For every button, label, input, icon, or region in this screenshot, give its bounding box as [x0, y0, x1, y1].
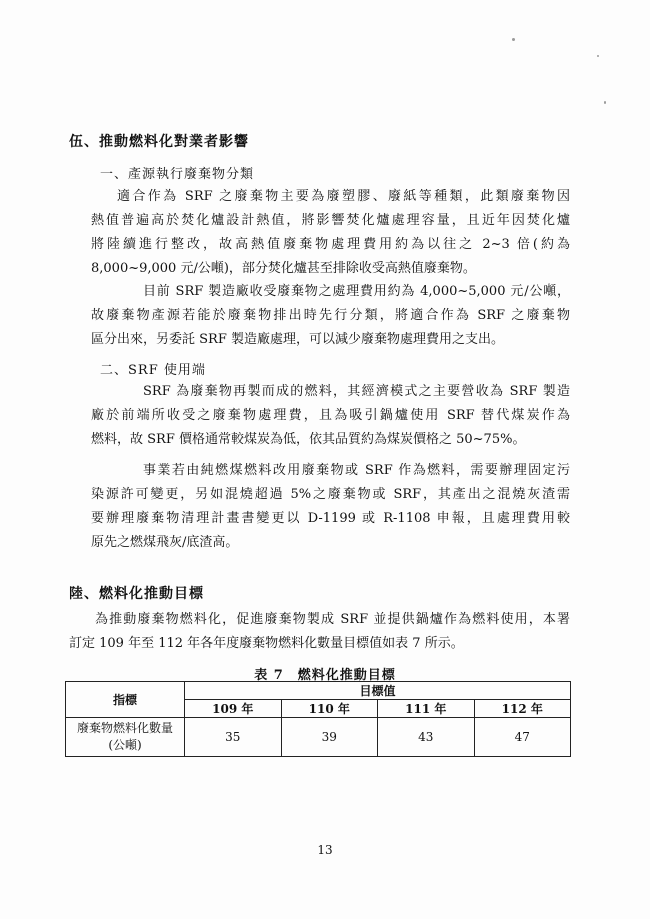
row-label	[66, 718, 185, 757]
header-year: 112 年	[474, 700, 571, 718]
paragraph-line: SRF 為廢棄物再製而成的燃料，其經濟模式之主要營收為 SRF 製造	[143, 384, 570, 399]
paragraph-line: 要辦理廢棄物清理計畫書變更以 D-1199 或 R-1108 申報，且處理費用較	[91, 511, 570, 526]
table-cell: 35	[185, 718, 282, 757]
header-indicator: 指標	[66, 682, 185, 718]
page-number: 13	[317, 843, 333, 857]
paragraph-line: 廠於前端所收受之廢棄物處理費，且為吸引鍋爐使用 SRF 替代煤炭作為	[91, 408, 570, 423]
table-cell: 43	[378, 718, 475, 757]
row-label-line: (公噸)	[108, 738, 142, 752]
section-5-heading: 伍、推動燃料化對業者影響	[69, 134, 249, 150]
scan-speck	[604, 101, 606, 104]
header-year: 110 年	[281, 700, 378, 718]
header-target-value: 目標值	[185, 682, 571, 700]
paragraph-line: 目前 SRF 製造廠收受廢棄物之處理費用約為 4,000~5,000 元/公噸，	[143, 284, 570, 299]
scan-speck	[597, 55, 599, 57]
row-label-line: 廢棄物燃料化數量	[76, 721, 173, 735]
header-year: 111 年	[378, 700, 475, 718]
header-year: 109 年	[185, 700, 282, 718]
table-cell: 39	[281, 718, 378, 757]
paragraph-srf-economics	[91, 380, 570, 452]
paragraph-srf-fee	[91, 280, 570, 352]
paragraph-line: 8,000~9,000 元/公噸)，部分焚化爐甚至排除收受高熱值廢棄物。	[91, 261, 476, 276]
subsection-2-heading: 二、SRF 使用端	[100, 363, 206, 378]
paragraph-line: 熱值普遍高於焚化爐設計熱值，將影響焚化爐處理容量，且近年因焚化爐	[91, 213, 570, 228]
section-6-heading: 陸、燃料化推動目標	[69, 586, 204, 602]
paragraph-line: 燃料，故 SRF 價格通常較煤炭為低，依其品質約為煤炭價格之 50~75%。	[91, 432, 526, 447]
paragraph-line: 原先之燃煤飛灰/底渣高。	[91, 535, 239, 550]
paragraph-permit-change	[91, 459, 570, 555]
paragraph-line: 為推動廢棄物燃料化，促進廢棄物製成 SRF 並提供鍋爐作為燃料使用，本署	[95, 612, 570, 627]
paragraph-line: 故廢棄物產源若能於廢棄物排出時先行分類，將適合作為 SRF 之廢棄物	[91, 308, 570, 323]
table-header-row	[66, 682, 571, 700]
paragraph-line: 訂定 109 年至 112 年各年度廢棄物燃料化數量目標值如表 7 所示。	[69, 636, 464, 651]
paragraph-line: 區分出來，另委託 SRF 製造廠處理，可以減少廢棄物處理費用之支出。	[91, 332, 504, 347]
paragraph-line: 事業若由純燃煤燃料改用廢棄物或 SRF 作為燃料，需要辦理固定污	[143, 463, 570, 478]
scan-speck	[512, 38, 515, 41]
fuel-target-table	[65, 681, 571, 757]
paragraph-line: 染源許可變更，另如混燒超過 5%之廢棄物或 SRF，其產出之混燒灰渣需	[91, 487, 570, 502]
paragraph-line: 適合作為 SRF 之廢棄物主要為廢塑膠、廢紙等種類，此類廢棄物因	[117, 189, 570, 204]
table-cell: 47	[474, 718, 571, 757]
paragraph-waste-classification	[91, 185, 570, 281]
table-caption: 表 7 燃料化推動目標	[254, 668, 396, 683]
subsection-1-heading: 一、產源執行廢棄物分類	[100, 167, 255, 182]
paragraph-targets-intro	[69, 608, 570, 656]
paragraph-line: 將陸續進行整改，故高熱值廢棄物處理費用約為以往之 2~3 倍(約為	[91, 237, 570, 252]
table-row	[66, 718, 571, 757]
